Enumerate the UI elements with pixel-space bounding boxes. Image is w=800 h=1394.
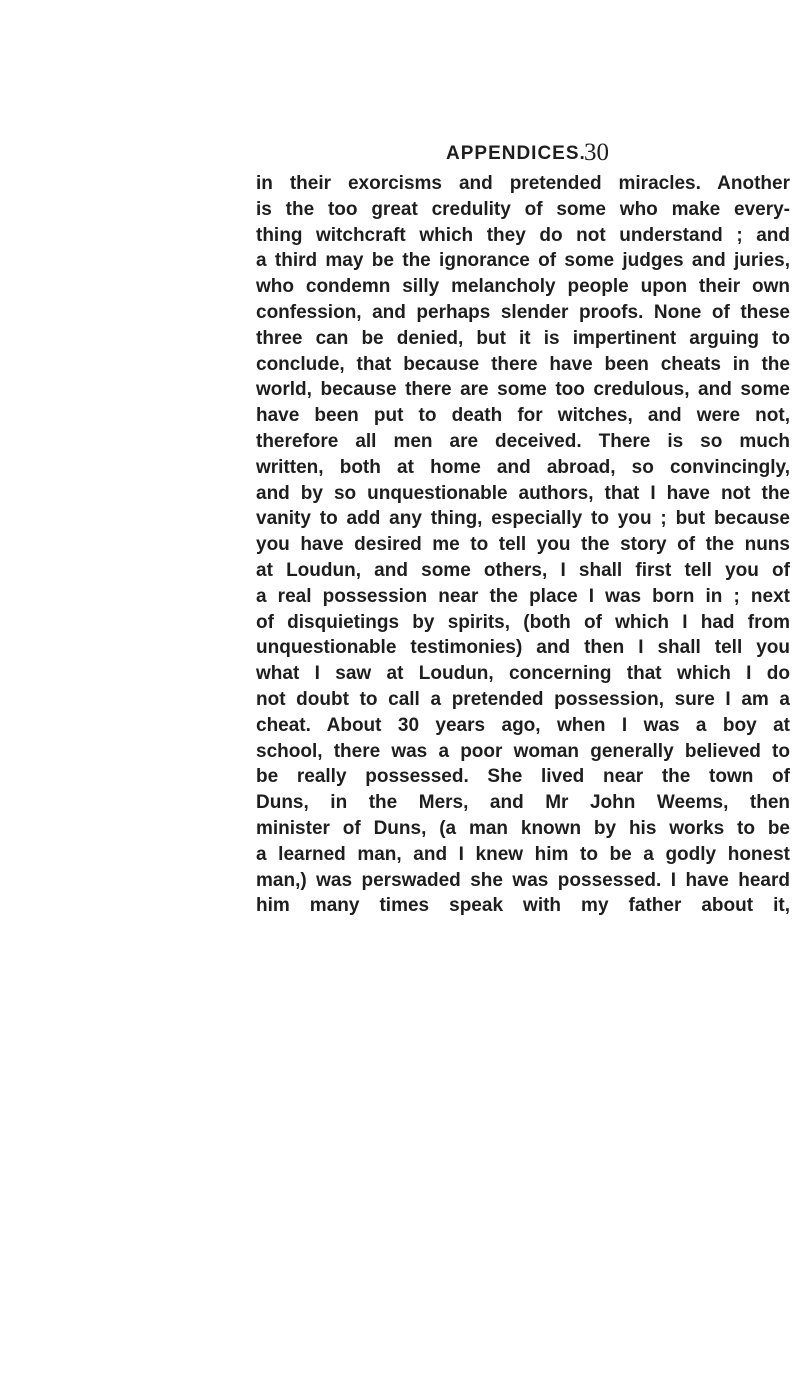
text-line: you have desired me to tell you the story of the nuns (256, 534, 790, 556)
text-line: in their exorcisms and pretended miracles. Another (256, 173, 790, 194)
text-line: three can be denied, but it is impertinent arguing to (256, 327, 790, 349)
text-line: a real possession near the place I was born in ; next (256, 585, 790, 607)
text-line: world, because there are some too credulous, and some (256, 379, 790, 401)
text-line: thing witchcraft which they do not understand ; and (256, 224, 790, 246)
page-number: 30 (584, 139, 609, 166)
text-line: have been put to death for witches, and were not, (256, 405, 790, 427)
text-line: vanity to add any thing, especially to you ; but because (256, 508, 790, 530)
body-text (256, 171, 790, 919)
text-line: man,) was perswaded she was possessed. I have heard (256, 869, 790, 891)
text-line: at Loudun, and some others, I shall first tell you of (256, 559, 790, 581)
running-header: APPENDICES. (446, 143, 586, 164)
text-line: a learned man, and I knew him to be a godly honest (256, 843, 790, 865)
text-line: and by so unquestionable authors, that I have not the (256, 482, 790, 504)
text-line: unquestionable testimonies) and then I shall tell you (256, 637, 790, 659)
text-line: minister of Duns, (a man known by his works to be (256, 817, 790, 839)
text-line: therefore all men are deceived. There is so much (256, 430, 790, 452)
text-line: Duns, in the Mers, and Mr John Weems, then (256, 792, 790, 814)
text-line: is the too great credulity of some who make every- (256, 198, 790, 220)
text-line: written, both at home and abroad, so convincingly, (256, 456, 790, 478)
text-line: confession, and perhaps slender proofs. None of these (256, 301, 790, 323)
text-line: who condemn silly melancholy people upon their own (256, 276, 790, 298)
text-line: cheat. About 30 years ago, when I was a boy at (256, 714, 790, 736)
text-line: conclude, that because there have been cheats in the (256, 353, 790, 375)
text-line: school, there was a poor woman generally believed to (256, 740, 790, 762)
text-line: be really possessed. She lived near the town of (256, 766, 790, 788)
text-line: what I saw at Loudun, concerning that which I do (256, 663, 790, 685)
text-line: of disquietings by spirits, (both of which I had from (256, 611, 790, 633)
text-line: a third may be the ignorance of some judges and juries, (256, 250, 790, 272)
text-line: not doubt to call a pretended possession, sure I am a (256, 688, 790, 710)
text-line: him many times speak with my father about it, (256, 895, 790, 917)
